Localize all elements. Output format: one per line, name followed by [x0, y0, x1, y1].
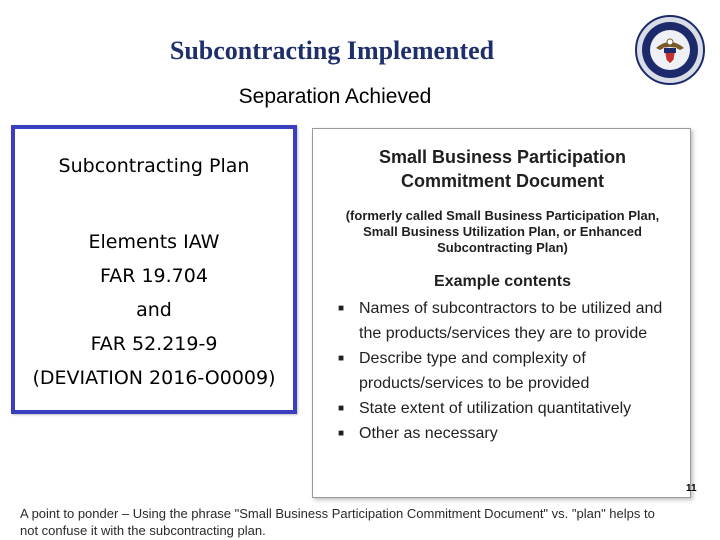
heading-line: Small Business Participation — [378, 147, 627, 167]
commitment-document-heading — [323, 145, 682, 193]
department-of-defense-seal-icon — [634, 14, 706, 86]
list-item-text: State extent of utilization quantitatively — [359, 400, 632, 417]
list-item-text: Names of subcontractors to be utilized and the products/services they are to provide — [359, 300, 663, 342]
slide-subtitle: Separation Achieved — [238, 85, 432, 108]
subcontracting-plan-details — [15, 225, 293, 395]
example-contents-heading: Example contents — [434, 273, 571, 290]
page-number: 11 — [686, 483, 697, 494]
detail-line: and — [136, 299, 172, 321]
example-contents-list — [333, 296, 673, 446]
slide-title: Subcontracting Implemented — [169, 36, 495, 65]
note-line: (formerly called Small Business Participation Plan, — [345, 208, 660, 223]
detail-line: FAR 52.219-9 — [90, 333, 218, 355]
heading-line: Commitment Document — [400, 171, 604, 191]
note-line: Subcontracting Plan) — [437, 240, 568, 255]
detail-line: Elements IAW — [88, 231, 220, 253]
bullet-square-icon: ■ — [338, 428, 345, 439]
bullet-square-icon: ■ — [338, 403, 345, 414]
list-item-text: Describe type and complexity of products/services to be provided — [359, 350, 590, 392]
point-to-ponder-footnote: A point to ponder – Using the phrase "Small Business Participation Commitment Document" vs. "plan" helps to not confuse it with the subcontracting plan. — [20, 506, 655, 538]
list-item — [333, 346, 673, 396]
note-line: Small Business Utilization Plan, or Enhanced — [363, 224, 642, 239]
list-item-text: Other as necessary — [359, 425, 498, 442]
subcontracting-plan-panel — [11, 125, 297, 414]
detail-line: (DEVIATION 2016-O0009) — [32, 367, 276, 389]
list-item — [333, 296, 673, 346]
subcontracting-plan-heading: Subcontracting Plan — [58, 155, 250, 177]
list-item — [333, 396, 673, 421]
bullet-square-icon: ■ — [338, 353, 345, 364]
list-item — [333, 421, 673, 446]
commitment-document-panel — [312, 128, 691, 498]
formerly-called-note — [323, 208, 682, 256]
bullet-square-icon: ■ — [338, 303, 345, 314]
detail-line: FAR 19.704 — [100, 265, 208, 287]
